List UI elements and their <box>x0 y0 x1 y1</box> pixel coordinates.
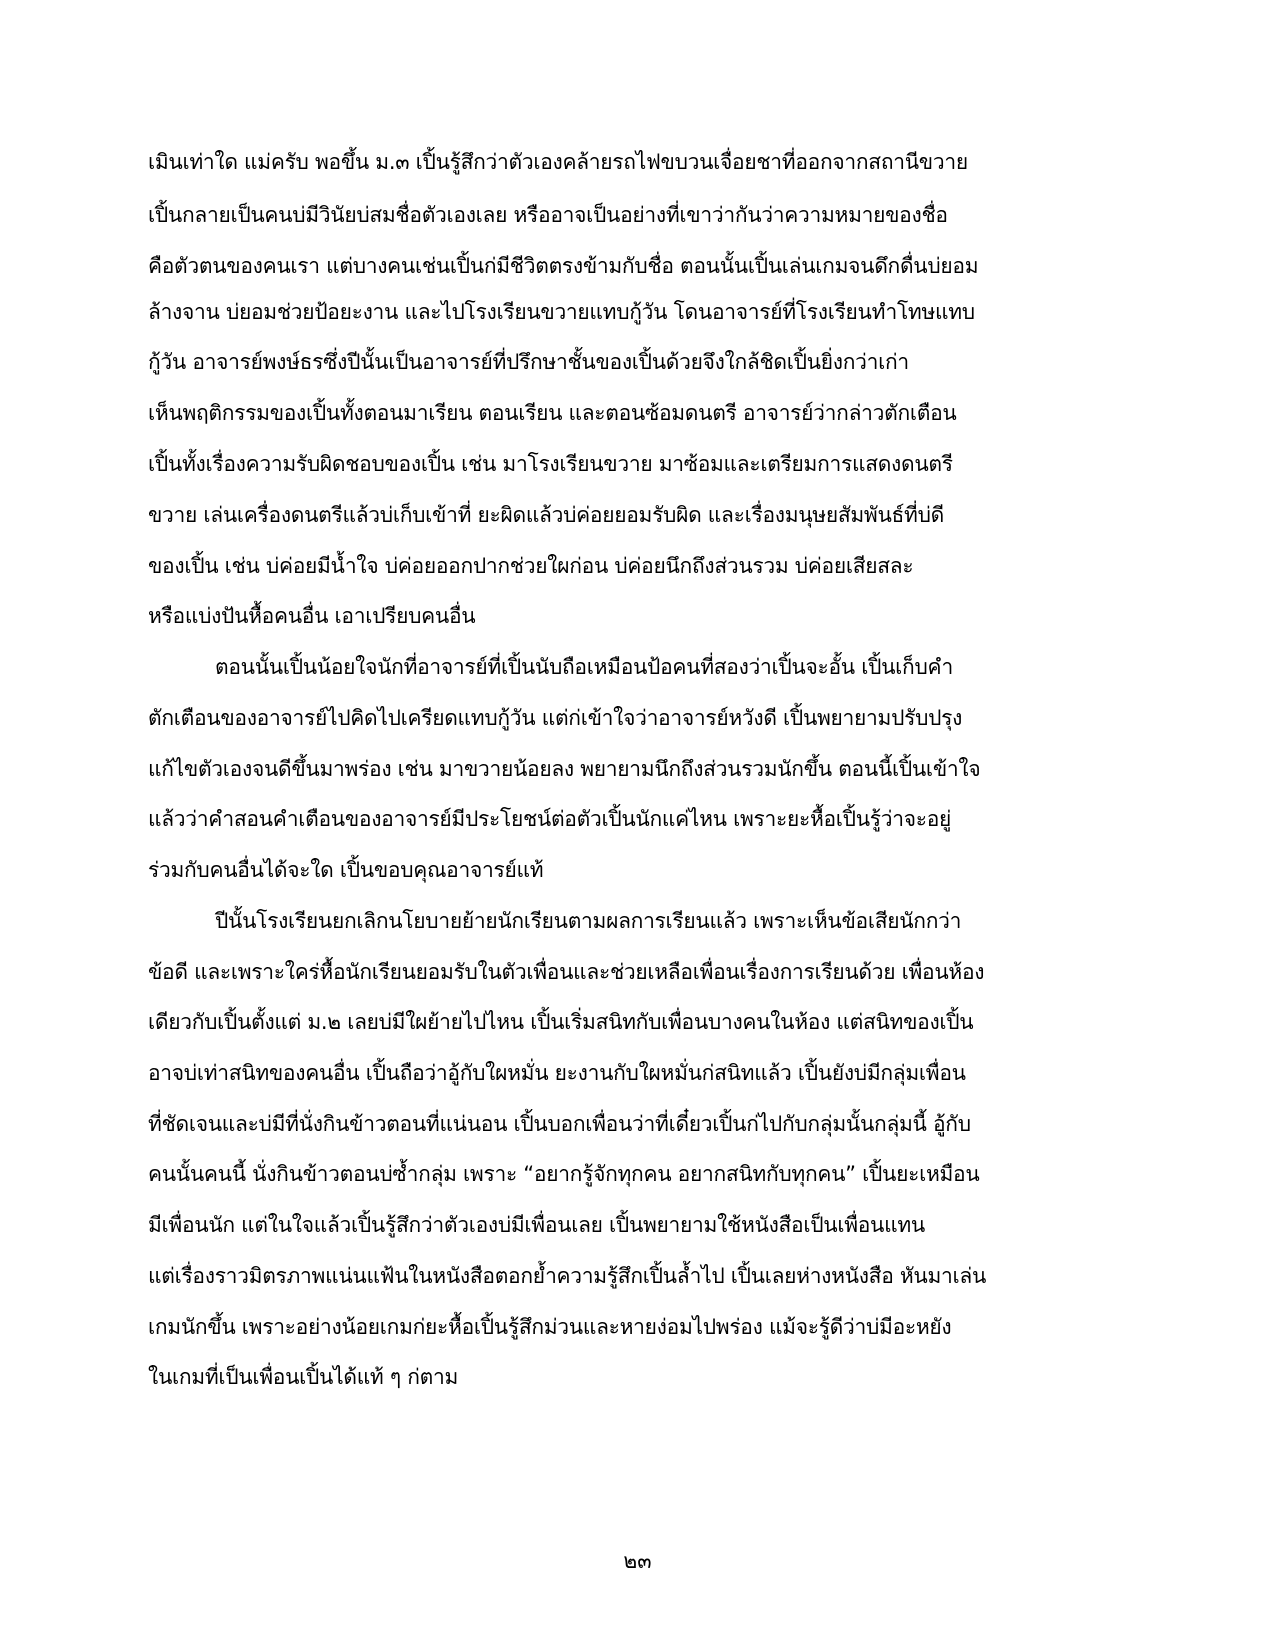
paragraph-1-line-4: ล้างจาน บ่ยอมช่วยป้อยะงาน และไปโรงเรียนขวายแทบกู้วัน โดนอาจารย์ที่โรงเรียนทำโทษแทบ <box>148 300 975 324</box>
paragraph-1-line-9: ของเปิ้น เช่น บ่ค่อยมีน้ำใจ บ่ค่อยออกปากช่วยใผก่อน บ่ค่อยนึกถึงส่วนรวม บ่ค่อยเสียสละ <box>148 554 914 578</box>
paragraph-1-line-8: ขวาย เล่นเครื่องดนตรีแล้วบ่เก็บเข้าที่ ยะผิดแล้วบ่ค่อยยอมรับผิด และเรื่องมนุษยสัมพันธ์ที่บ่ดี <box>148 503 944 527</box>
page-number: ๒๓ <box>623 1549 652 1573</box>
paragraph-3-line-4: อาจบ่เท่าสนิทของคนอื่น เปิ้นถือว่าอู้กับใผหมั่น ยะงานกับใผหมั่นก่สนิทแล้ว เปิ้นยังบ่มีกลุ่มเพื่อน <box>148 1061 966 1085</box>
paragraph-3-line-3: เดียวกับเปิ้นตั้งแต่ ม.๒ เลยบ่มีใผย้ายไปไหน เปิ้นเริ่มสนิทกับเพื่อนบางคนในห้อง แต่สนิทของเปิ้น <box>148 1010 974 1034</box>
paragraph-3-line-1: ปีนั้นโรงเรียนยกเลิกนโยบายย้ายนักเรียนตามผลการเรียนแล้ว เพราะเห็นข้อเสียนักกว่า <box>215 909 962 933</box>
paragraph-3-line-7: มีเพื่อนนัก แต่ในใจแล้วเปิ้นรู้สึกว่าตัวเองบ่มีเพื่อนเลย เปิ้นพยายามใช้หนังสือเป็นเพื่อนแทน <box>148 1213 925 1237</box>
paragraph-1-line-6: เห็นพฤติกรรมของเปิ้นทั้งตอนมาเรียน ตอนเรียน และตอนซ้อมดนตรี อาจารย์ว่ากล่าวตักเตือน <box>148 401 957 425</box>
paragraph-2-line-4: แล้วว่าคำสอนคำเตือนของอาจารย์มีประโยชน์ต่อตัวเปิ้นนักแค่ไหน เพราะยะหื้อเปิ้นรู้ว่าจะอยู่ <box>148 807 952 831</box>
paragraph-1-line-7: เปิ้นทั้งเรื่องความรับผิดชอบของเปิ้น เช่น มาโรงเรียนขวาย มาซ้อมและเตรียมการแสดงดนตรี <box>148 452 953 476</box>
paragraph-3-line-9: เกมนักขึ้น เพราะอย่างน้อยเกมก่ยะหื้อเปิ้นรู้สึกม่วนและหายง่อมไปพร่อง แม้จะรู้ดีว่าบ่มีอะหยัง <box>148 1315 952 1339</box>
paragraph-1-line-1: เมินเท่าใด แม่ครับ พอขึ้น ม.๓ เปิ้นรู้สึกว่าตัวเองคล้ายรถไฟขบวนเจื่อยชาที่ออกจากสถานีขวาย <box>148 150 968 174</box>
paragraph-2-line-3: แก้ไขตัวเองจนดีขึ้นมาพร่อง เช่น มาขวายน้อยลง พยายามนึกถึงส่วนรวมนักขึ้น ตอนนี้เปิ้นเข้าใจ <box>148 757 981 781</box>
paragraph-1-line-3: คือตัวตนของคนเรา แต่บางคนเช่นเปิ้นก่มีชีวิตตรงข้ามกับชื่อ ตอนนั้นเปิ้นเล่นเกมจนดึกดื่นบ่ยอม <box>148 254 979 278</box>
paragraph-1-line-5: กู้วัน อาจารย์พงษ์ธรซึ่งปีนั้นเป็นอาจารย์ที่ปรึกษาชั้นของเปิ้นด้วยจึงใกล้ชิดเปิ้นยิ่งกว่าเก่า <box>148 350 909 374</box>
paragraph-3-line-10: ในเกมที่เป็นเพื่อนเปิ้นได้แท้ ๆ ก่ตาม <box>148 1365 458 1389</box>
paragraph-3-line-2: ข้อดี และเพราะใคร่หื้อนักเรียนยอมรับในตัวเพื่อนและช่วยเหลือเพื่อนเรื่องการเรียนด้วย เพื่อนห้อง <box>148 960 985 984</box>
paragraph-2-line-1: ตอนนั้นเปิ้นน้อยใจนักที่อาจารย์ที่เปิ้นนับถือเหมือนป้อคนที่สองว่าเปิ้นจะอั้น เปิ้นเก็บคำ <box>215 655 954 679</box>
paragraph-3-line-8: แต่เรื่องราวมิตรภาพแน่นแฟ้นในหนังสือตอกย้ำความรู้สึกเปิ้นล้ำไป เปิ้นเลยห่างหนังสือ หันมาเล่น <box>148 1264 987 1288</box>
paragraph-2-line-5: ร่วมกับคนอื่นได้จะใด เปิ้นขอบคุณอาจารย์แท้ <box>148 858 544 882</box>
paragraph-1-line-2: เปิ้นกลายเป็นคนบ่มีวินัยบ่สมชื่อตัวเองเลย หรืออาจเป็นอย่างที่เขาว่ากันว่าความหมายของชื่อ <box>148 203 948 227</box>
paragraph-3-line-6: คนนั้นคนนี้ นั่งกินข้าวตอนบ่ซ้ำกลุ่ม เพราะ “อยากรู้จักทุกคน อยากสนิทกับทุกคน” เปิ้นยะเหมือน <box>148 1162 980 1186</box>
paragraph-2-line-2: ตักเตือนของอาจารย์ไปคิดไปเครียดแทบกู้วัน แต่ก่เข้าใจว่าอาจารย์หวังดี เปิ้นพยายามปรับปรุง <box>148 706 963 730</box>
paragraph-1-line-10: หรือแบ่งปันหื้อคนอื่น เอาเปรียบคนอื่น <box>148 604 476 628</box>
paragraph-3-line-5: ที่ชัดเจนและบ่มีที่นั่งกินข้าวตอนที่แน่นอน เปิ้นบอกเพื่อนว่าที่เดี๋ยวเปิ้นก่ไปกับกลุ่มนั้นกลุ่มนี้ อู้กับ <box>148 1112 971 1136</box>
